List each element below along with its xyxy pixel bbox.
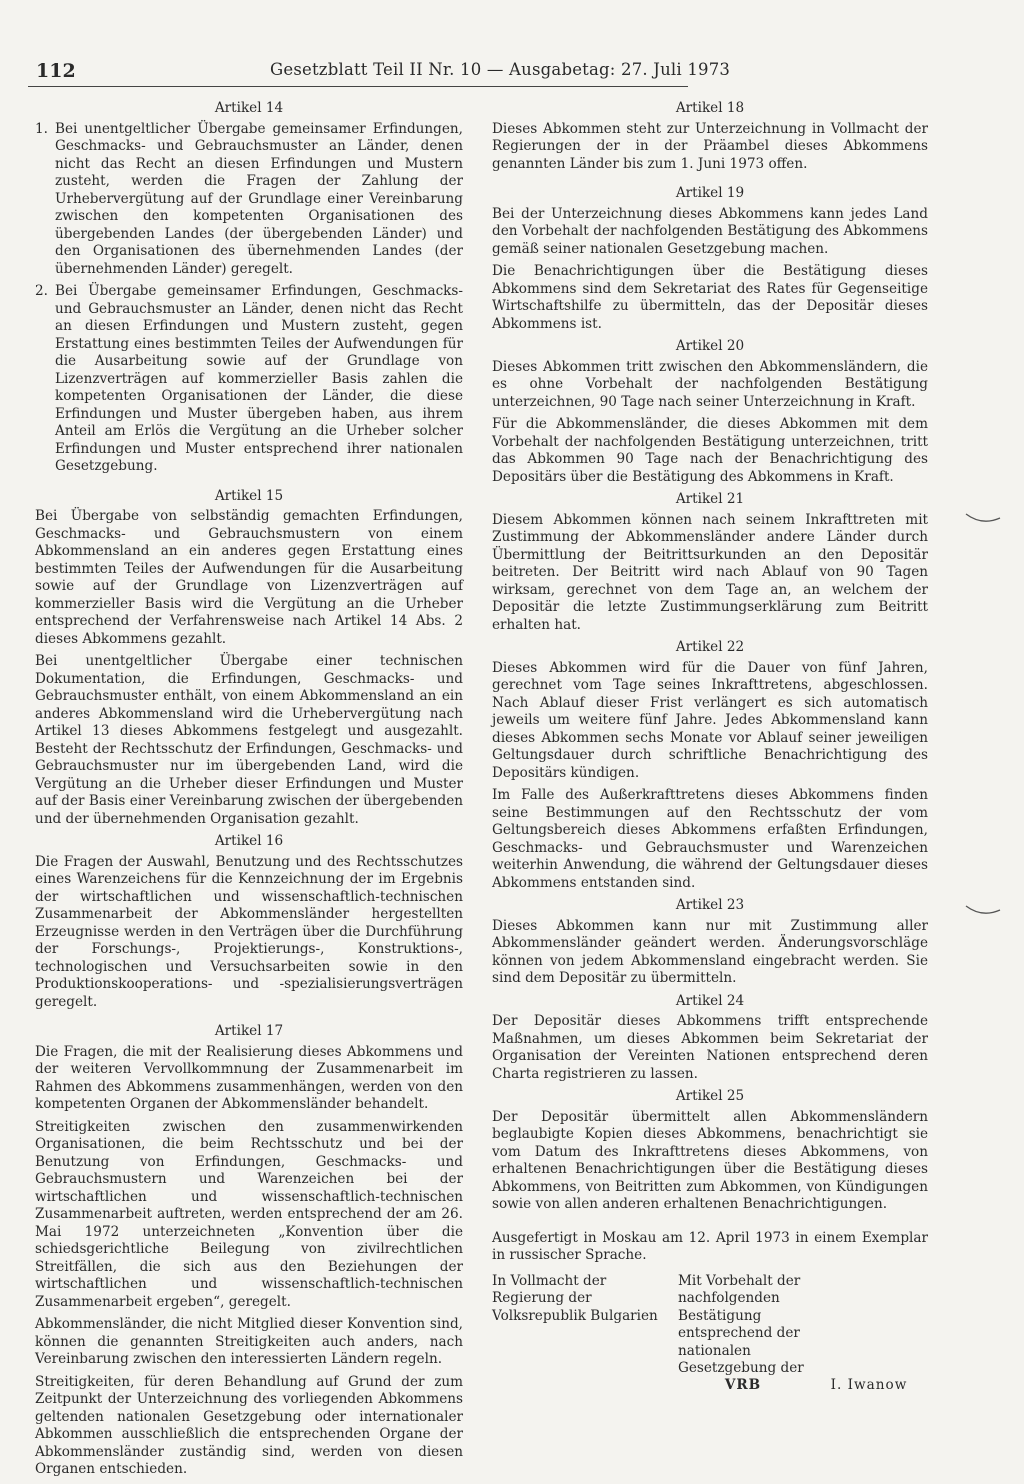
article-20-paragraph: Dieses Abkommen tritt zwischen den Abkommensländern, die es ohne Vorbehalt der nachfolgenden Bestätigung unterzeichnen, 90 Tage nach seiner Unterzeichnung in Kraft.	[492, 358, 928, 410]
signature-authority: In Vollmacht der Regierung der Volksrepublik Bulgarien	[492, 1272, 658, 1324]
right-column	[492, 100, 928, 1393]
article-20-paragraph: Für die Abkommensländer, die dieses Abkommen mit dem Vorbehalt der nachfolgenden Bestätigung unterzeichnen, tritt das Abkommen 90 Tage nach der Benachrichtigung des Depositärs über die Bestätigung des Abkommens in Kraft.	[492, 416, 928, 485]
article-14-item-2	[35, 283, 463, 476]
article-25-paragraph: Der Depositär übermittelt allen Abkommensländern beglaubigte Kopien dieses Abkommens, benachrichtigt sie vom Datum des Inkrafttretens dieses Abkommens, von erhaltenen Benachrichtigungen über die Bestätigung dieses Abkommens, von Beitritten zum Abkommen, von Kündigungen sowie von allen anderen erhaltenen Benachrichtigungen.	[492, 1108, 928, 1212]
margin-tick-mark	[964, 508, 1004, 528]
article-18-title: Artikel 18	[675, 100, 745, 116]
signature-block	[492, 1273, 928, 1393]
article-22-title: Artikel 22	[675, 639, 745, 655]
closing-statement: Ausgefertigt in Moskau am 12. April 1973 in einem Exemplar in russischer Sprache.	[492, 1229, 928, 1263]
article-24-title: Artikel 24	[675, 992, 745, 1009]
item-text: Bei Übergabe gemeinsamer Erfindungen, Geschmacks- und Gebrauchsmuster an Länder, denen nicht das Recht an diesen Erfindungen und Mustern zusteht, gegen Erstattung eines bestimmten Teiles der Aufwendungen für die Ausarbeitung sowie auf der Grundlage von Lizenzverträgen auf kommerzieller Basis zahlen die kompetenten Organisationen der Länder, die diese Erfindungen und Muster übergeben haben, aus ihrem Anteil am Erlös die Vergütung an die Urheber solcher Erfindungen und Muster entsprechend ihrer nationalen Gesetzgebung.	[55, 283, 463, 474]
article-22-paragraph: Dieses Abkommen wird für die Dauer von fünf Jahren, gerechnet vom Tage seines Inkrafttretens, abgeschlossen. Nach Ablauf dieser Frist verlängert es sich automatisch jeweils um weitere fünf Jahre. Jedes Abkommensland kann dieses Abkommen sechs Monate vor Ablauf seiner jeweiligen Geltungsdauer durch schriftliche Benachrichtigung des Depositärs kündigen.	[492, 659, 928, 781]
article-25-title: Artikel 25	[675, 1088, 745, 1104]
article-15-paragraph: Bei Übergabe von selbständig gemachten Erfindungen, Geschmacks- und Gebrauchsmustern von einem Abkommensland an ein anderes gegen Erstattung eines bestimmten Teiles der Aufwendungen für die Ausarbeitung sowie auf der Grundlage von Lizenzverträgen auf kommerzieller Basis wird die Vergütung an die Urheber entsprechend der Verfahrensweise nach Artikel 14 Abs. 2 dieses Abkommens gezahlt.	[35, 508, 463, 647]
article-19-paragraph: Die Benachrichtigungen über die Bestätigung dieses Abkommens sind dem Sekretariat des Rates für Gegenseitige Wirtschaftshilfe zu übermitteln, das der Depositär dieses Abkommens ist.	[492, 263, 928, 332]
article-15-paragraph: Bei unentgeltlicher Übergabe einer technischen Dokumentation, die Erfindungen, Geschmacks- und Gebrauchsmuster enthält, von einem Abkommensland an ein anderes Abkommensland wird die Urhebervergütung nach Artikel 13 dieses Abkommens festgelegt und ausgezahlt. Besteht der Rechtsschutz der Erfindungen, Geschmacks- und Gebrauchsmuster nur im übergebenden Land, wird die Vergütung an die Urheber dieser Erfindungen und Muster auf der Basis einer Vereinbarung zwischen der übergebenden und der übernehmenden Organisation gezahlt.	[35, 653, 463, 827]
article-17-paragraph: Die Fragen, die mit der Realisierung dieses Abkommens und der weiteren Vervollkommnung der Zusammenarbeit im Rahmen des Abkommens zusammenhängen, werden von den kompetenten Organen der Abkommensländer behandelt.	[35, 1043, 463, 1112]
left-column	[35, 100, 463, 1484]
item-text: Bei unentgeltlicher Übergabe gemeinsamer Erfindungen, Geschmacks- und Gebrauchsmuster an Länder, denen nicht das Recht an diesen Erfindungen und Mustern zusteht, werden die Fragen der Zahlung der Urhebervergütung auf der Grundlage einer Vereinbarung zwischen den kompetenten Organisationen des übergebenden Landes (der übergebenden Länder) und den Organisationen des übernehmenden Landes (der übernehmenden Länder) geregelt.	[55, 120, 463, 277]
margin-tick-mark	[964, 900, 1004, 920]
article-20-title: Artikel 20	[675, 338, 745, 354]
item-number: 2.	[35, 283, 48, 299]
article-18-paragraph: Dieses Abkommen steht zur Unterzeichnung in Vollmacht der Regierungen der in der Präambel dieses Abkommens genannten Länder bis zum 1. Juni 1973 offen.	[492, 120, 928, 172]
article-24-paragraph: Der Depositär dieses Abkommens trifft entsprechende Maßnahmen, um dieses Abkommen beim Sekretariat der Organisation der Vereinten Nationen entsprechend deren Charta registrieren zu lassen.	[492, 1013, 928, 1082]
article-14-item-1	[35, 121, 463, 279]
article-17-paragraph: Streitigkeiten, für deren Behandlung auf Grund der zum Zeitpunkt der Unterzeichnung des vorliegenden Abkommens geltenden nationalen Gesetzgebung oder internationaler Abkommen ausschließlich die entsprechenden Organe der Abkommensländer zuständig sind, werden von diesen Organen entschieden.	[35, 1373, 463, 1477]
article-17-paragraph: Streitigkeiten zwischen den zusammenwirkenden Organisationen, die beim Rechtsschutz und bei der Benutzung von Erfindungen, Geschmacks- und Gebrauchsmustern und Warenzeichen bei der wirtschaftlichen und wissenschaftlich-technischen Zusammenarbeit auftreten, werden entsprechend der am 26. Mai 1972 unterzeichneten „Konvention über die schiedsgerichtliche Beilegung von zivilrechtlichen Streitfällen, die sich aus den Beziehungen der wirtschaftlichen und wissenschaftlich-technischen Zusammenarbeit ergeben“, geregelt.	[35, 1118, 463, 1310]
article-15-title: Artikel 15	[214, 487, 284, 504]
article-21-title: Artikel 21	[675, 491, 745, 507]
signature-country: VRB	[724, 1376, 762, 1393]
article-17-paragraph: Abkommensländer, die nicht Mitglied dieser Konvention sind, können die genannten Streitigkeiten auch anders, nach Vereinbarung zwischen den interessierten Ländern regeln.	[35, 1316, 463, 1367]
article-21-paragraph: Diesem Abkommen können nach seinem Inkrafttreten mit Zustimmung der Abkommensländer andere Länder durch Übermittlung der Beitrittsurkunden an den Depositär beitreten. Der Beitritt wird nach Ablauf von 90 Tagen wirksam, gerechnet von dem Tage an, an welchem der Depositär die letzte Zustimmungserklärung zum Beitritt erhalten hat.	[492, 511, 928, 633]
page-title: Gesetzblatt Teil II Nr. 10 — Ausgabetag: 27. Juli 1973	[270, 60, 731, 79]
article-17-title: Artikel 17	[214, 1023, 284, 1039]
article-16-paragraph: Die Fragen der Auswahl, Benutzung und des Rechtsschutzes eines Warenzeichens für die Kennzeichnung der im Ergebnis der wirtschaftlichen und wissenschaftlich-technischen Zusammenarbeit der Abkommensländer hergestellten Erzeugnisse werden in den Verträgen über die Durchführung der Forschungs-, Projektierungs-, Konstruktions-, technologischen und Versuchsarbeiten sowie in den Produktionskooperations- und -spezialisierungsverträgen geregelt.	[35, 853, 463, 1010]
article-19-title: Artikel 19	[675, 185, 745, 201]
page-header	[28, 58, 731, 87]
item-number: 1.	[35, 120, 48, 137]
article-14-title: Artikel 14	[214, 100, 284, 116]
article-22-paragraph: Im Falle des Außerkrafttretens dieses Abkommens finden seine Bestimmungen auf den Rechtsschutz der vom Geltungsbereich dieses Abkommens erfaßten Erfindungen, Geschmacks- und Gebrauchsmuster und Warenzeichen weiterhin Anwendung, die während der Geltungsdauer dieses Abkommens entstanden sind.	[492, 787, 928, 891]
article-23-title: Artikel 23	[675, 897, 745, 913]
article-19-paragraph: Bei der Unterzeichnung dieses Abkommens kann jedes Land den Vorbehalt der nachfolgenden Bestätigung des Abkommens gemäß seiner nationalen Gesetzgebung machen.	[492, 205, 928, 257]
article-16-title: Artikel 16	[214, 833, 284, 849]
signatory-name: I. Iwanow	[830, 1376, 908, 1393]
page-number: 112	[36, 60, 76, 82]
signature-reservation: Mit Vorbehalt der nachfolgenden Bestätigung entsprechend der nationalen Gesetzgebung der	[678, 1272, 804, 1376]
article-23-paragraph: Dieses Abkommen kann nur mit Zustimmung aller Abkommensländer geändert werden. Änderungsvorschläge können von jedem Abkommensland eingebracht werden. Sie sind dem Depositär zu übermitteln.	[492, 917, 928, 986]
